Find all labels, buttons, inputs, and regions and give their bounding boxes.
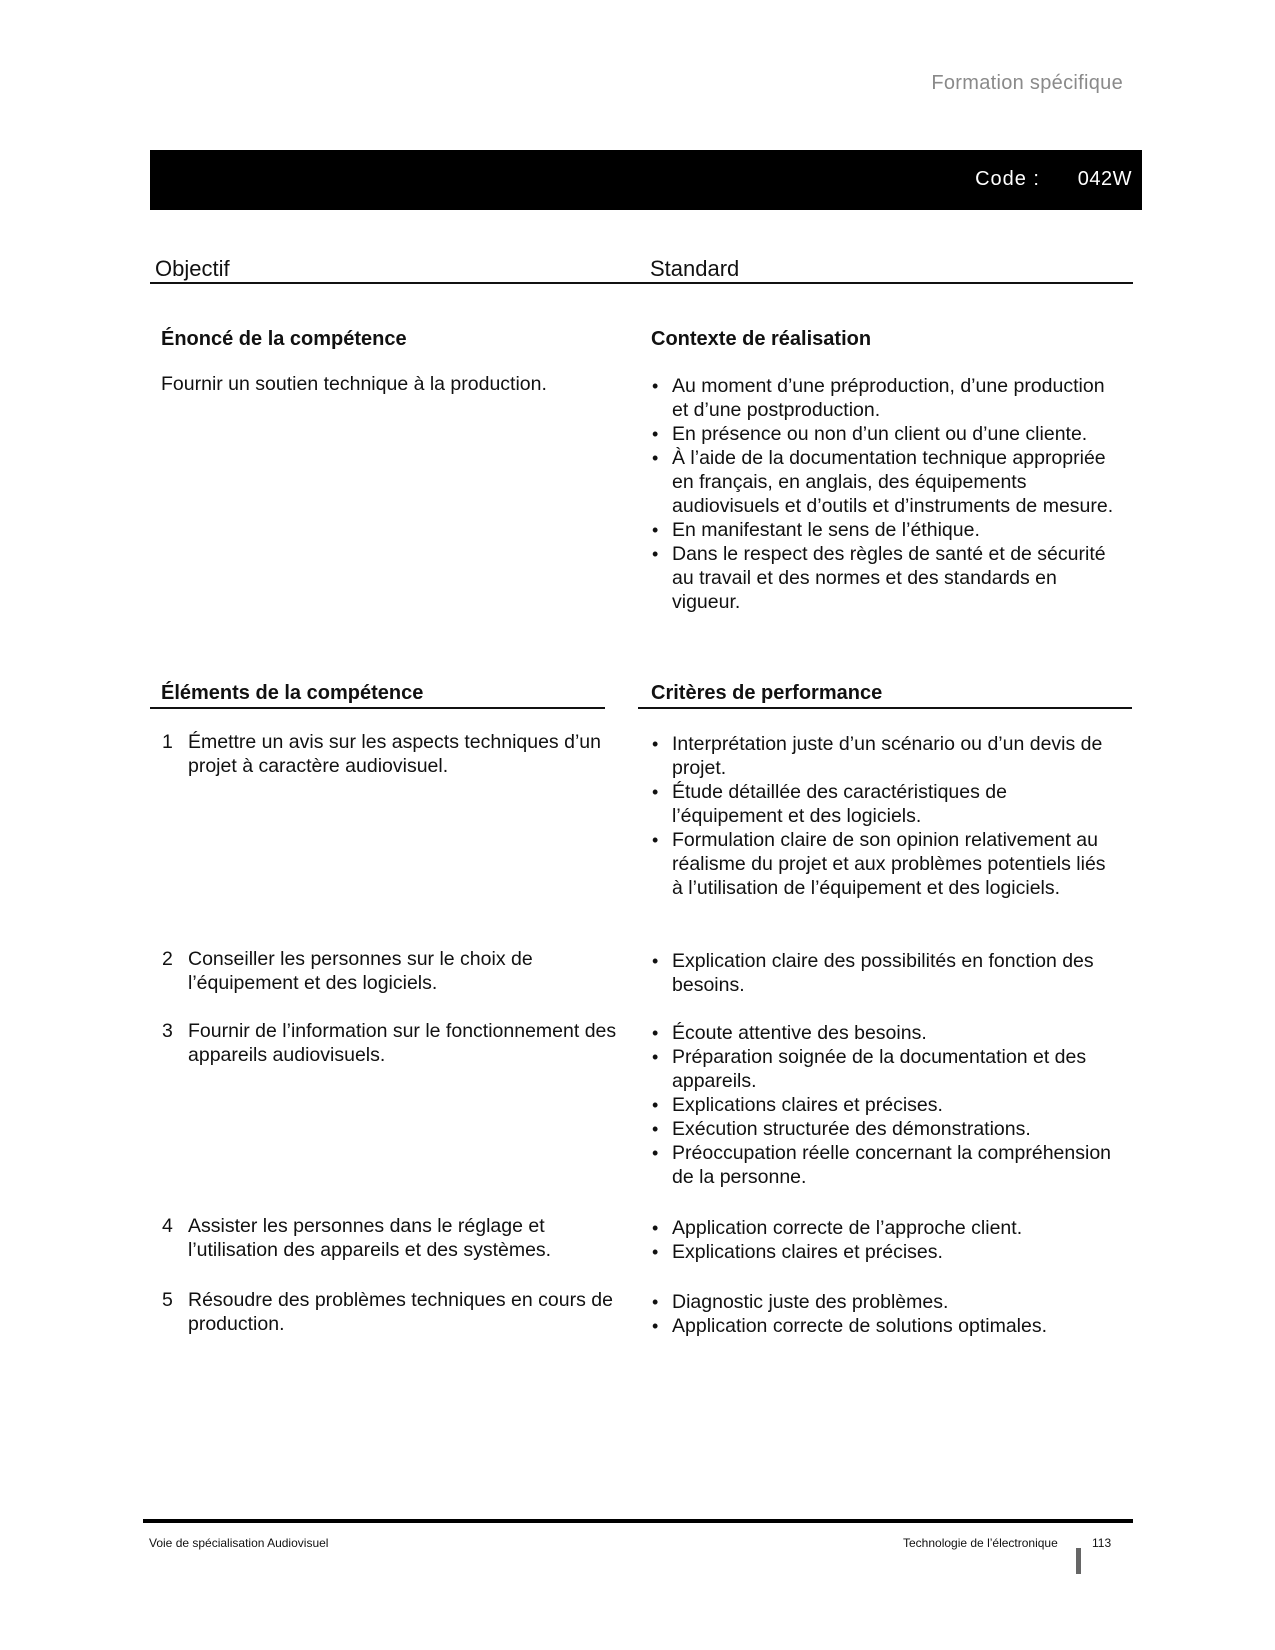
list-item: • En présence ou non d’un client ou d’une cliente. [650, 422, 1120, 446]
page-marker [1076, 1548, 1081, 1574]
element-text: Conseiller les personnes sur le choix de l’équipement et des logiciels. [188, 948, 533, 994]
criteria-rule [638, 707, 1132, 709]
list-item: • À l’aide de la documentation technique appropriée en français, en anglais, des équipements audiovisuels et d’outils et d’instruments de mesure. [650, 446, 1120, 518]
list-item: • Préoccupation réelle concernant la compréhension de la personne. [650, 1141, 1120, 1189]
element-row-2 [160, 947, 630, 995]
list-item: • Explications claires et précises. [650, 1093, 1120, 1117]
criteria-list-1 [650, 732, 1120, 900]
list-item: • Écoute attentive des besoins. [650, 1021, 1120, 1045]
element-number: 1 [162, 731, 173, 753]
element-row-5 [160, 1288, 630, 1336]
footer-left-text: Voie de spécialisation Audiovisuel [149, 1536, 329, 1550]
elements-rule [150, 707, 605, 709]
element-text: Résoudre des problèmes techniques en cours de production. [188, 1289, 613, 1335]
list-item: • Formulation claire de son opinion relativement au réalisme du projet et aux problèmes potentiels liés à l’utilisation de l’équipement et des logiciels. [650, 828, 1120, 900]
column-heading-objectif: Objectif [155, 256, 230, 281]
element-text: Assister les personnes dans le réglage et l’utilisation des appareils et des systèmes. [188, 1215, 552, 1261]
element-row-3 [160, 1019, 630, 1067]
element-row-4 [160, 1214, 630, 1262]
list-item: • Étude détaillée des caractéristiques de l’équipement et des logiciels. [650, 780, 1120, 828]
column-heading-rule [150, 282, 1133, 284]
code-value: 042W [1077, 168, 1132, 190]
criteria-list-3 [650, 1021, 1120, 1189]
list-item: • Application correcte de l’approche client. [650, 1216, 1120, 1240]
element-number: 3 [162, 1020, 173, 1042]
footer-rule [143, 1519, 1133, 1523]
enonce-title: Énoncé de la compétence [161, 328, 407, 350]
elements-title: Éléments de la compétence [161, 682, 424, 704]
list-item: • Dans le respect des règles de santé et de sécurité au travail et des normes et des standards en vigueur. [650, 542, 1120, 614]
element-text: Émettre un avis sur les aspects techniques d’un projet à caractère audiovisuel. [188, 731, 601, 777]
column-heading-standard: Standard [650, 256, 740, 281]
footer-right-text: Technologie de l’électronique [903, 1536, 1058, 1550]
list-item: • Interprétation juste d’un scénario ou d’un devis de projet. [650, 732, 1120, 780]
list-item: • Exécution structurée des démonstrations. [650, 1117, 1120, 1141]
code-label: Code : [975, 168, 1040, 190]
element-number: 2 [162, 948, 173, 970]
criteria-list-4 [650, 1216, 1120, 1264]
list-item: • Application correcte de solutions optimales. [650, 1314, 1120, 1338]
list-item: • Diagnostic juste des problèmes. [650, 1290, 1120, 1314]
criteria-title: Critères de performance [651, 682, 883, 704]
element-number: 5 [162, 1289, 173, 1311]
element-number: 4 [162, 1215, 173, 1237]
element-row-1 [160, 730, 630, 778]
list-item: • Préparation soignée de la documentation et des appareils. [650, 1045, 1120, 1093]
page-number: 113 [1092, 1536, 1112, 1550]
section-label: Formation spécifique [931, 72, 1123, 94]
list-item: • Explication claire des possibilités en fonction des besoins. [650, 949, 1120, 997]
contexte-title: Contexte de réalisation [651, 328, 872, 350]
element-text: Fournir de l’information sur le fonctionnement des appareils audiovisuels. [188, 1020, 617, 1066]
criteria-list-2 [650, 949, 1120, 997]
list-item: • En manifestant le sens de l’éthique. [650, 518, 1120, 542]
criteria-list-5 [650, 1290, 1120, 1338]
list-item: • Explications claires et précises. [650, 1240, 1120, 1264]
list-item: • Au moment d’une préproduction, d’une production et d’une postproduction. [650, 374, 1120, 422]
code-bar [150, 150, 1142, 210]
contexte-list [650, 374, 1120, 614]
enonce-text: Fournir un soutien technique à la production. [161, 373, 547, 395]
